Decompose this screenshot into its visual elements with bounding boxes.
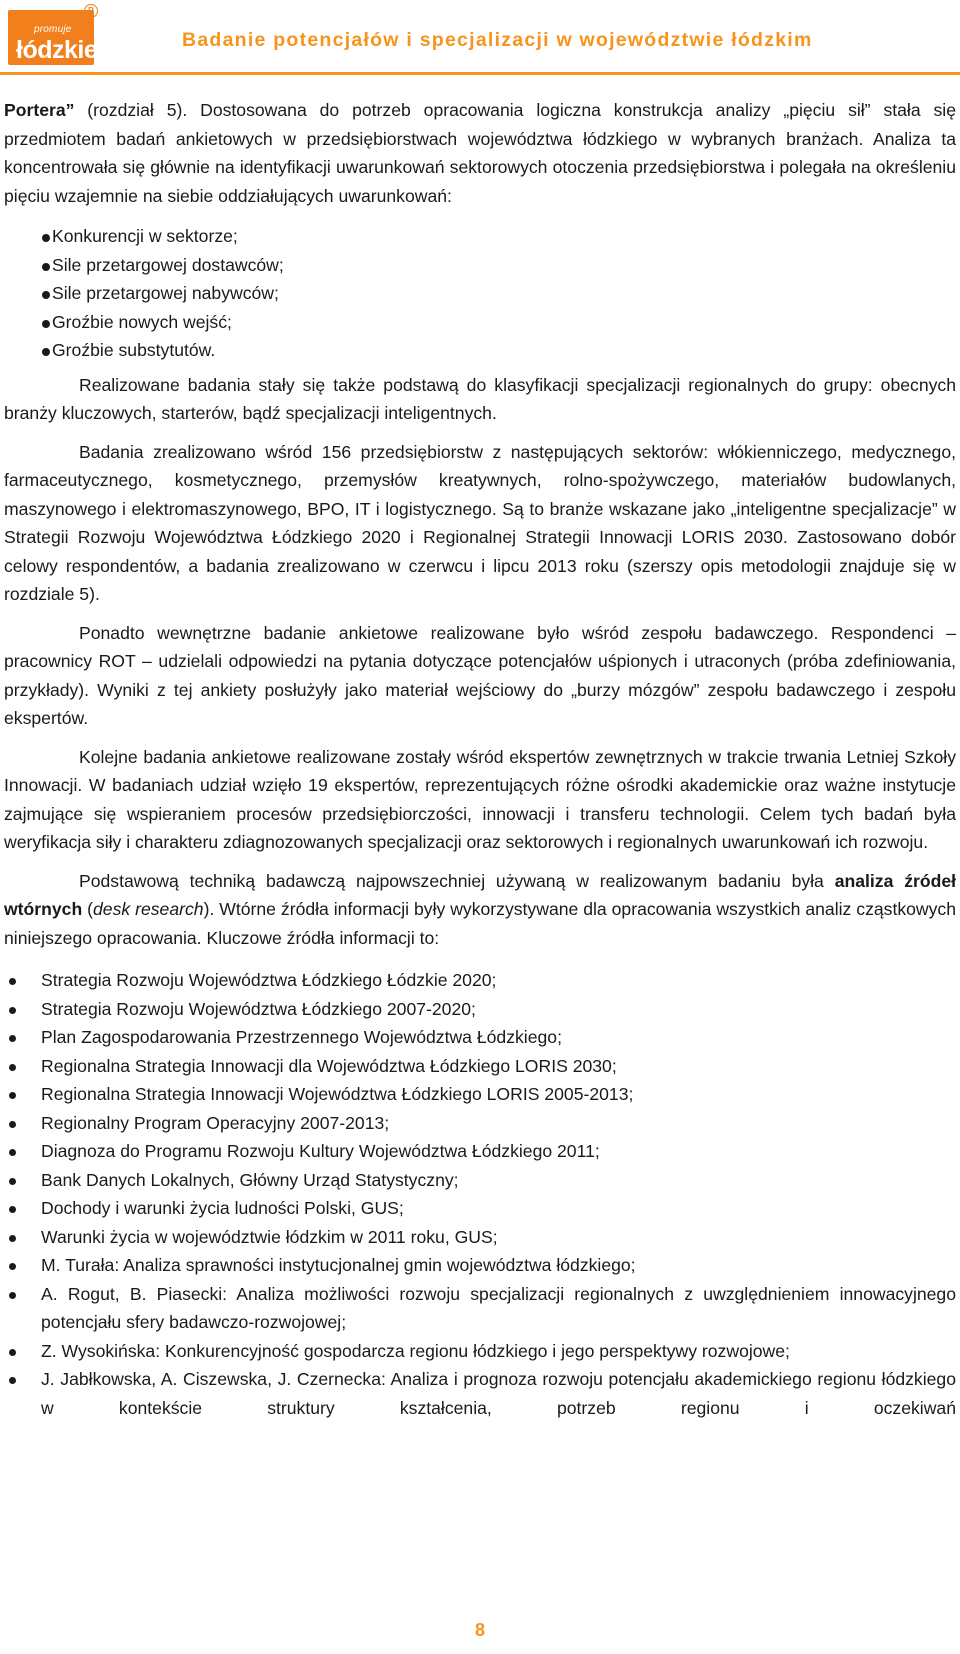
bullet-icon — [9, 1292, 16, 1299]
list-item-text: Dochody i warunki życia ludności Polski, GUS; — [41, 1198, 404, 1218]
list-item-text: Regionalna Strategia Innowacji Województwa Łódzkiego LORIS 2005-2013; — [41, 1084, 634, 1104]
list-item-text: M. Turała: Analiza sprawności instytucjonalnej gmin województwa łódzkiego; — [41, 1255, 636, 1275]
list-item-text: Groźbie substytutów. — [52, 340, 216, 360]
registered-mark-icon: R — [84, 4, 98, 18]
bullet-icon — [42, 263, 50, 271]
list-item — [4, 1251, 956, 1280]
bullet-icon — [9, 1178, 16, 1185]
logo-main-text: łódzkie — [16, 36, 98, 64]
paragraph-survey-companies: Badania zrealizowano wśród 156 przedsiębiorstw z następujących sektorów: włókienniczego, medycznego, farmaceutycznego, kosmetycznego, przemysłów kreatywnych, rolno-spożywczego, materiałów budowlanych, maszynowego i elektromaszynowego, BPO, IT i logistycznego. Są to branże wskazane jako „inteligentne specjalizacje” w Strategii Rozwoju Województwa Łódzkiego 2020 i Regionalnej Strategii Innowacji LORIS 2030. Zastosowano dobór celowy respondentów, a badania zrealizowano w czerwcu i lipcu 2013 roku (szerszy opis metodologii znajduje się w rozdziale 5). — [4, 441, 956, 604]
intro-text: (rozdział 5). Dostosowana do potrzeb opracowania logiczna konstrukcja analizy „pięciu sił” stała się przedmiotem badań ankietowych w przedsiębiorstwach województwa łódzkiego w wybranych branżach. Analiza ta koncentrowała się głównie na identyfikacji uwarunkowań sektorowych otoczenia przedsiębiorstwa i polegała na określeniu pięciu wzajemnie na siebie oddziałujących uwarunkowań: — [4, 100, 956, 206]
paragraph-classification: Realizowane badania stały się także podstawą do klasyfikacji specjalizacji regionalnych do grupy: obecnych branży kluczowych, starterów, bądź specjalizacji inteligentnych. — [4, 374, 956, 423]
intro-paragraph — [4, 96, 956, 210]
sources-list — [4, 966, 956, 1422]
page-number: 8 — [474, 1620, 485, 1640]
list-item — [4, 1052, 956, 1081]
intro-bold-start: Portera” — [4, 100, 75, 120]
bullet-icon — [9, 1235, 16, 1242]
list-item — [4, 1023, 956, 1052]
bullet-icon — [9, 1263, 16, 1270]
five-forces-list — [4, 222, 956, 365]
list-item-text: Konkurencji w sektorze; — [52, 226, 238, 246]
list-item-text: Strategia Rozwoju Województwa Łódzkiego Łódzkie 2020; — [41, 970, 497, 990]
list-item-text: A. Rogut, B. Piasecki: Analiza możliwości rozwoju specjalizacji regionalnych z uwzględnieniem innowacyjnego potencjału sfery badawczo-rozwojowej; — [41, 1283, 956, 1332]
bullet-icon — [42, 348, 50, 356]
list-item — [4, 1365, 956, 1422]
bullet-icon — [9, 1206, 16, 1213]
bullet-icon — [9, 1149, 16, 1156]
list-item-text: Diagnoza do Programu Rozwoju Kultury Województwa Łódzkiego 2011; — [41, 1141, 600, 1161]
header-divider — [0, 72, 960, 75]
list-item-text: Groźbie nowych wejść; — [52, 311, 232, 332]
bullet-icon — [42, 320, 50, 328]
list-item — [4, 1337, 956, 1366]
desk-research-italic: desk research — [93, 899, 204, 919]
logo-small-text: promuje — [34, 24, 72, 35]
list-item-text: Bank Danych Lokalnych, Główny Urząd Statystyczny; — [41, 1169, 459, 1190]
list-item — [4, 308, 956, 337]
running-header-title: Badanie potencjałów i specjalizacji w województwie łódzkim — [182, 29, 813, 51]
list-item — [4, 1280, 956, 1337]
bullet-icon — [9, 978, 16, 985]
bullet-icon — [9, 1007, 16, 1014]
desk-research-bold: analiza źródeł wtórnych — [4, 870, 957, 919]
list-item-text: J. Jabłkowska, A. Ciszewska, J. Czernecka: Analiza i prognoza rozwoju potencjału akademickiego regionu łódzkiego w kontekście struktury kształcenia, potrzeb regionu i oczekiwań — [41, 1369, 956, 1418]
list-item — [4, 995, 956, 1024]
paragraph-expert-survey: Kolejne badania ankietowe realizowane zostały wśród ekspertów zewnętrznych w trakcie trwania Letniej Szkoły Innowacji. W badaniach udział wzięło 19 ekspertów, reprezentujących różne ośrodki akademickie oraz ważne instytucje zajmujące się wspieraniem procesów przedsiębiorczości, innowacji i transferu technologii. Celem tych badań była weryfikacja siły i charakteru zdiagnozowanych specjalizacji oraz sektorowych i regionalnych uwarunkowań ich rozwoju. — [4, 746, 956, 852]
list-item — [4, 1194, 956, 1223]
bullet-icon — [9, 1092, 16, 1099]
bullet-icon — [42, 234, 50, 242]
list-item-text: Regionalny Program Operacyjny 2007-2013; — [41, 1112, 390, 1133]
promuje-lodzkie-logo — [4, 6, 98, 66]
list-item — [4, 1109, 956, 1138]
list-item-text: Regionalna Strategia Innowacji dla Województwa Łódzkiego LORIS 2030; — [41, 1055, 617, 1076]
logo-badge — [8, 10, 98, 65]
list-item — [4, 1137, 956, 1166]
list-item-text: Sile przetargowej dostawców; — [52, 254, 284, 275]
bullet-icon — [9, 1064, 16, 1071]
list-item — [4, 251, 956, 280]
desk-research-text-a: Podstawową techniką badawczą najpowszechniej używaną w realizowanym badaniu była — [79, 870, 835, 891]
bullet-icon — [9, 1121, 16, 1128]
list-item-text: Plan Zagospodarowania Przestrzennego Województwa Łódzkiego; — [41, 1027, 562, 1047]
list-item-text: Sile przetargowej nabywców; — [52, 283, 279, 303]
list-item — [4, 222, 956, 251]
list-item — [4, 279, 956, 308]
bullet-icon — [42, 291, 50, 299]
bullet-icon — [9, 1377, 16, 1384]
desk-research-text-c: ). Wtórne źródła informacji były wykorzystywane dla opracowania wszystkich analiz cząstkowych niniejszego opracowania. Kluczowe źródła informacji to: — [4, 899, 956, 948]
list-item — [4, 336, 956, 365]
bullet-icon — [9, 1349, 16, 1356]
bullet-icon — [9, 1035, 16, 1042]
list-item — [4, 1166, 956, 1195]
list-item — [4, 1080, 956, 1109]
paragraph-internal-survey: Ponadto wewnętrzne badanie ankietowe realizowane było wśród zespołu badawczego. Respondenci – pracownicy ROT – udzielali odpowiedzi na pytania dotyczące potencjałów uśpionych i utraconych (próba zdefiniowania, przykłady). Wyniki z tej ankiety posłużyły jako materiał wejściowy do „burzy mózgów” zespołu badawczego i zespołu ekspertów. — [4, 622, 956, 728]
list-item-text: Z. Wysokińska: Konkurencyjność gospodarcza regionu łódzkiego i jego perspektywy rozwojowe; — [41, 1340, 790, 1361]
body-text — [4, 96, 956, 1422]
list-item — [4, 966, 956, 995]
desk-research-text-b: ( — [82, 899, 94, 919]
list-item — [4, 1223, 956, 1252]
paragraph-desk-research — [4, 867, 956, 953]
list-item-text: Warunki życia w województwie łódzkim w 2011 roku, GUS; — [41, 1226, 498, 1247]
list-item-text: Strategia Rozwoju Województwa Łódzkiego 2007-2020; — [41, 998, 476, 1019]
